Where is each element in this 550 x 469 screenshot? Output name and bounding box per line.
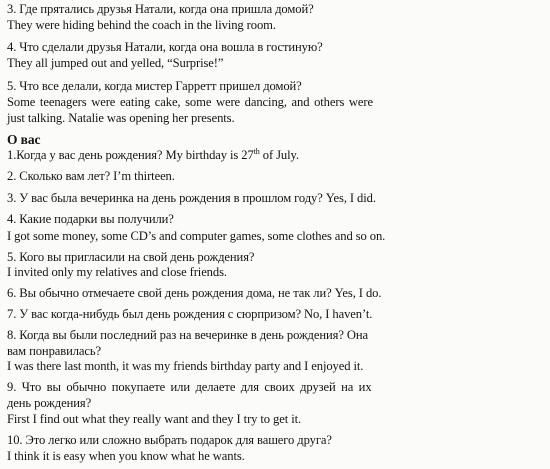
answer-5-line-1: Some teenagers were eating cake, some were dancing, and others were — [7, 95, 373, 109]
about-a8: I was there last month, it was my friends birthday party and I enjoyed it. — [7, 359, 364, 373]
about-q1-tail: of July. — [259, 148, 299, 162]
about-a9: First I find out what they really want and they I try to get it. — [7, 412, 302, 426]
about-q5: 5. Кого вы пригласили на свой день рождения? — [7, 250, 255, 264]
about-q9: 9. Что вы обычно покупаете или делаете для своих друзей на их — [7, 380, 372, 394]
question-3: 3. Где прятались друзья Натали, когда она пришла домой? — [7, 2, 314, 16]
about-a4: I got some money, some CD’s and computer games, some clothes and so on. — [7, 229, 386, 243]
about-q2: 2. Сколько вам лет? I’m thirteen. — [7, 169, 175, 183]
answer-5-line-2: just talking. Natalie was opening her presents. — [7, 111, 235, 125]
about-q6: 6. Вы обычно отмечаете свой день рождения дома, не так ли? Yes, I do. — [7, 286, 382, 300]
about-q8-line-2: вам понравилась? — [7, 344, 102, 358]
about-q3: 3. У вас была вечеринка на день рождения в прошлом году? Yes, I did. — [7, 191, 376, 205]
about-a5: I invited only my relatives and close friends. — [7, 265, 227, 279]
question-4: 4. Что сделали друзья Натали, когда она вошла в гостиную? — [7, 40, 323, 54]
about-q9-line-2: день рождения? — [7, 396, 92, 410]
about-q10: 10. Это легко или сложно выбрать подарок для вашего друга? — [7, 433, 332, 447]
about-q1-sup: th — [253, 146, 260, 156]
question-5: 5. Что все делали, когда мистер Гарретт пришел домой? — [7, 79, 302, 93]
about-q8: 8. Когда вы были последний раз на вечеринке в день рождения? Она — [7, 328, 368, 342]
section-title: О вас — [7, 132, 41, 147]
answer-4: They all jumped out and yelled, “Surprise!” — [7, 56, 224, 70]
about-a10: I think it is easy when you know what he wants. — [7, 449, 245, 463]
answer-3: They were hiding behind the coach in the living room. — [7, 18, 276, 32]
about-q1 — [7, 148, 299, 162]
about-q7: 7. У вас когда-нибудь был день рождения с сюрпризом? No, I haven’t. — [7, 307, 373, 321]
about-q4: 4. Какие подарки вы получили? — [7, 212, 174, 226]
about-q1-text: 1.Когда у вас день рождения? My birthday is 27 — [7, 148, 254, 162]
